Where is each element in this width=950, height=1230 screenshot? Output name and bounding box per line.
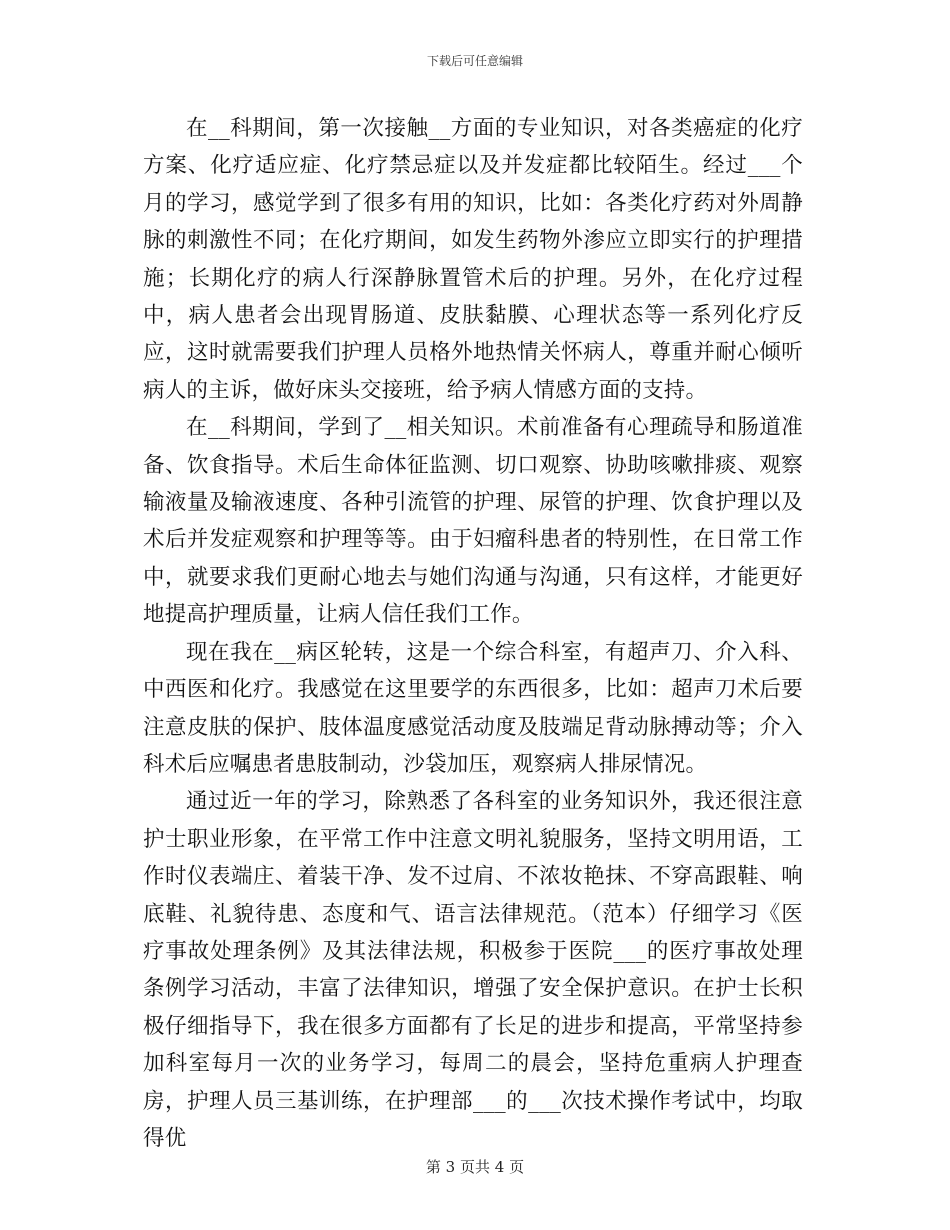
paragraph-3: 现在我在__病区轮转，这是一个综合科室，有超声刀、介入科、中西医和化疗。我感觉在这里要学的东西很多，比如：超声刀术后要注意皮肤的保护、肢体温度感觉活动度及肢端足背动脉搏动等；介入科术后应嘱患者患肢制动，沙袋加压，观察病人排尿情况。 (143, 639, 803, 777)
document-body (143, 110, 803, 1157)
page-header: 下载后可任意编辑 (426, 54, 523, 68)
paragraph-2: 在__科期间，学到了__相关知识。术前准备有心理疏导和肠道准备、饮食指导。术后生命体征监测、切口观察、协助咳嗽排痰、观察输液量及输液速度、各种引流管的护理、尿管的护理、饮食护理以及术后并发症观察和护理等等。由于妇瘤科患者的特别性，在日常工作中，就要求我们更耐心地去与她们沟通与沟通，只有这样，才能更好地提高护理质量，让病人信任我们工作。 (143, 415, 803, 628)
paragraph-1: 在__科期间，第一次接触__方面的专业知识，对各类癌症的化疗方案、化疗适应症、化疗禁忌症以及并发症都比较陌生。经过___个月的学习，感觉学到了很多有用的知识，比如：各类化疗药对外周静脉的刺激性不同；在化疗期间，如发生药物外渗应立即实行的护理措施；长期化疗的病人行深静脉置管术后的护理。另外，在化疗过程中，病人患者会出现胃肠道、皮肤黏膜、心理状态等一系列化疗反应，这时就需要我们护理人员格外地热情关怀病人，尊重并耐心倾听病人的主诉，做好床头交接班，给予病人情感方面的支持。 (143, 116, 803, 403)
page-footer: 第 3 页共 4 页 (425, 1158, 525, 1176)
paragraph-4: 通过近一年的学习，除熟悉了各科室的业务知识外，我还很注意护士职业形象，在平常工作中注意文明礼貌服务，坚持文明用语，工作时仪表端庄、着装干净、发不过肩、不浓妆艳抹、不穿高跟鞋、响底鞋、礼貌待患、态度和气、语言法律规范。（范本）仔细学习《医疗事故处理条例》及其法律法规，积极参于医院___的医疗事故处理条例学习活动，丰富了法律知识，增强了安全保护意识。在护士长积极仔细指导下，我在很多方面都有了长足的进步和提高，平常坚持参加科室每月一次的业务学习，每周二的晨会，坚持危重病人护理查房，护理人员三基训练，在护理部___的___次技术操作考试中，均取得优 (143, 789, 803, 1151)
